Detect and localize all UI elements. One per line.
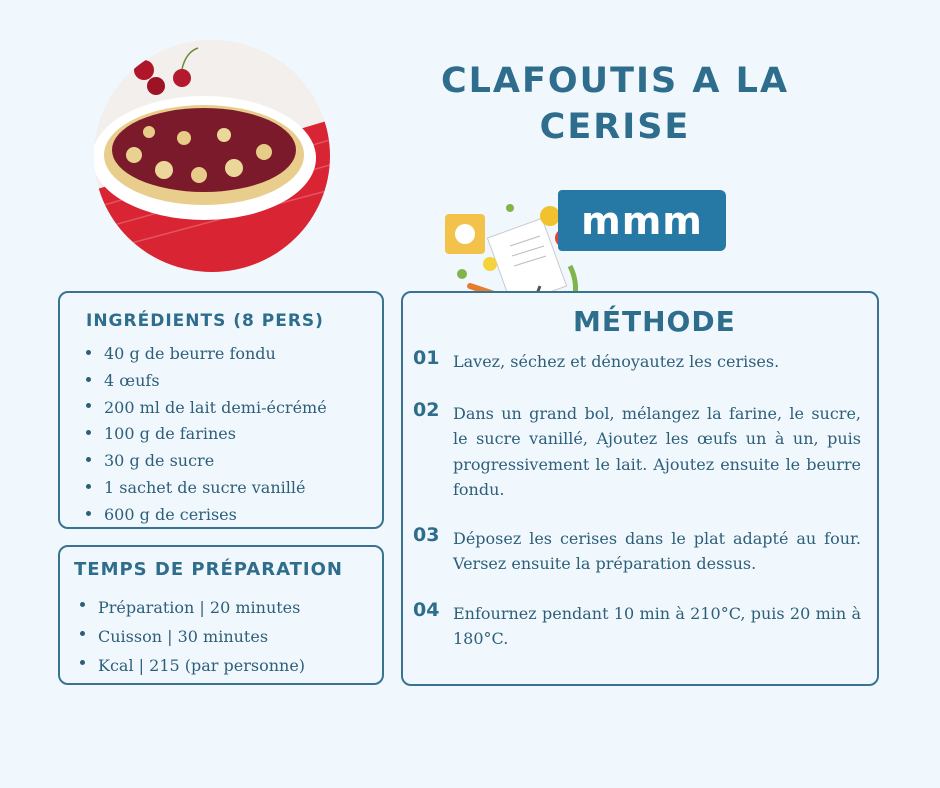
list-item: Préparation | 20 minutes <box>76 593 305 622</box>
ingredients-heading: INGRÉDIENTS (8 PERS) <box>86 311 324 331</box>
step-text: Enfournez pendant 10 min à 210°C, puis 20 min à 180°C. <box>453 604 861 649</box>
list-item: Cuisson | 30 minutes <box>76 622 305 651</box>
timing-list <box>76 593 305 680</box>
list-item: 100 g de farines <box>82 421 327 448</box>
ingredients-list <box>82 341 327 529</box>
list-item: 40 g de beurre fondu <box>82 341 327 368</box>
timing-heading: TEMPS DE PRÉPARATION <box>74 559 343 580</box>
step-number: 02 <box>413 399 440 421</box>
brand-logo-text: mmm <box>581 198 703 243</box>
step-number: 01 <box>413 347 440 369</box>
list-item: Kcal | 215 (par personne) <box>76 651 305 680</box>
method-heading: MÉTHODE <box>573 305 736 338</box>
step-text: Dans un grand bol, mélangez la farine, le sucre, le sucre vanillé, Ajoutez les œufs un à un, puis progressivement le lait. Ajoutez ensuite le beurre fondu. <box>453 404 861 499</box>
timing-card <box>58 545 384 685</box>
ingredients-card <box>58 291 384 529</box>
step-text: Lavez, séchez et dénoyautez les cerises. <box>453 352 780 371</box>
list-item: 200 ml de lait demi-écrémé <box>82 395 327 422</box>
list-item: 1 sachet de sucre vanillé <box>82 475 327 502</box>
brand-logo <box>558 190 726 251</box>
step-number: 04 <box>413 599 440 621</box>
recipe-title: CLAFOUTIS A LA CERISE <box>440 61 790 147</box>
list-item: 4 œufs <box>82 368 327 395</box>
step-text: Déposez les cerises dans le plat adapté au four. Versez ensuite la préparation dessus. <box>453 529 861 574</box>
list-item: 600 g de cerises <box>82 502 327 529</box>
list-item: 30 g de sucre <box>82 448 327 475</box>
step-number: 03 <box>413 524 440 546</box>
clafoutis-photo <box>94 40 330 272</box>
method-card <box>401 291 879 686</box>
